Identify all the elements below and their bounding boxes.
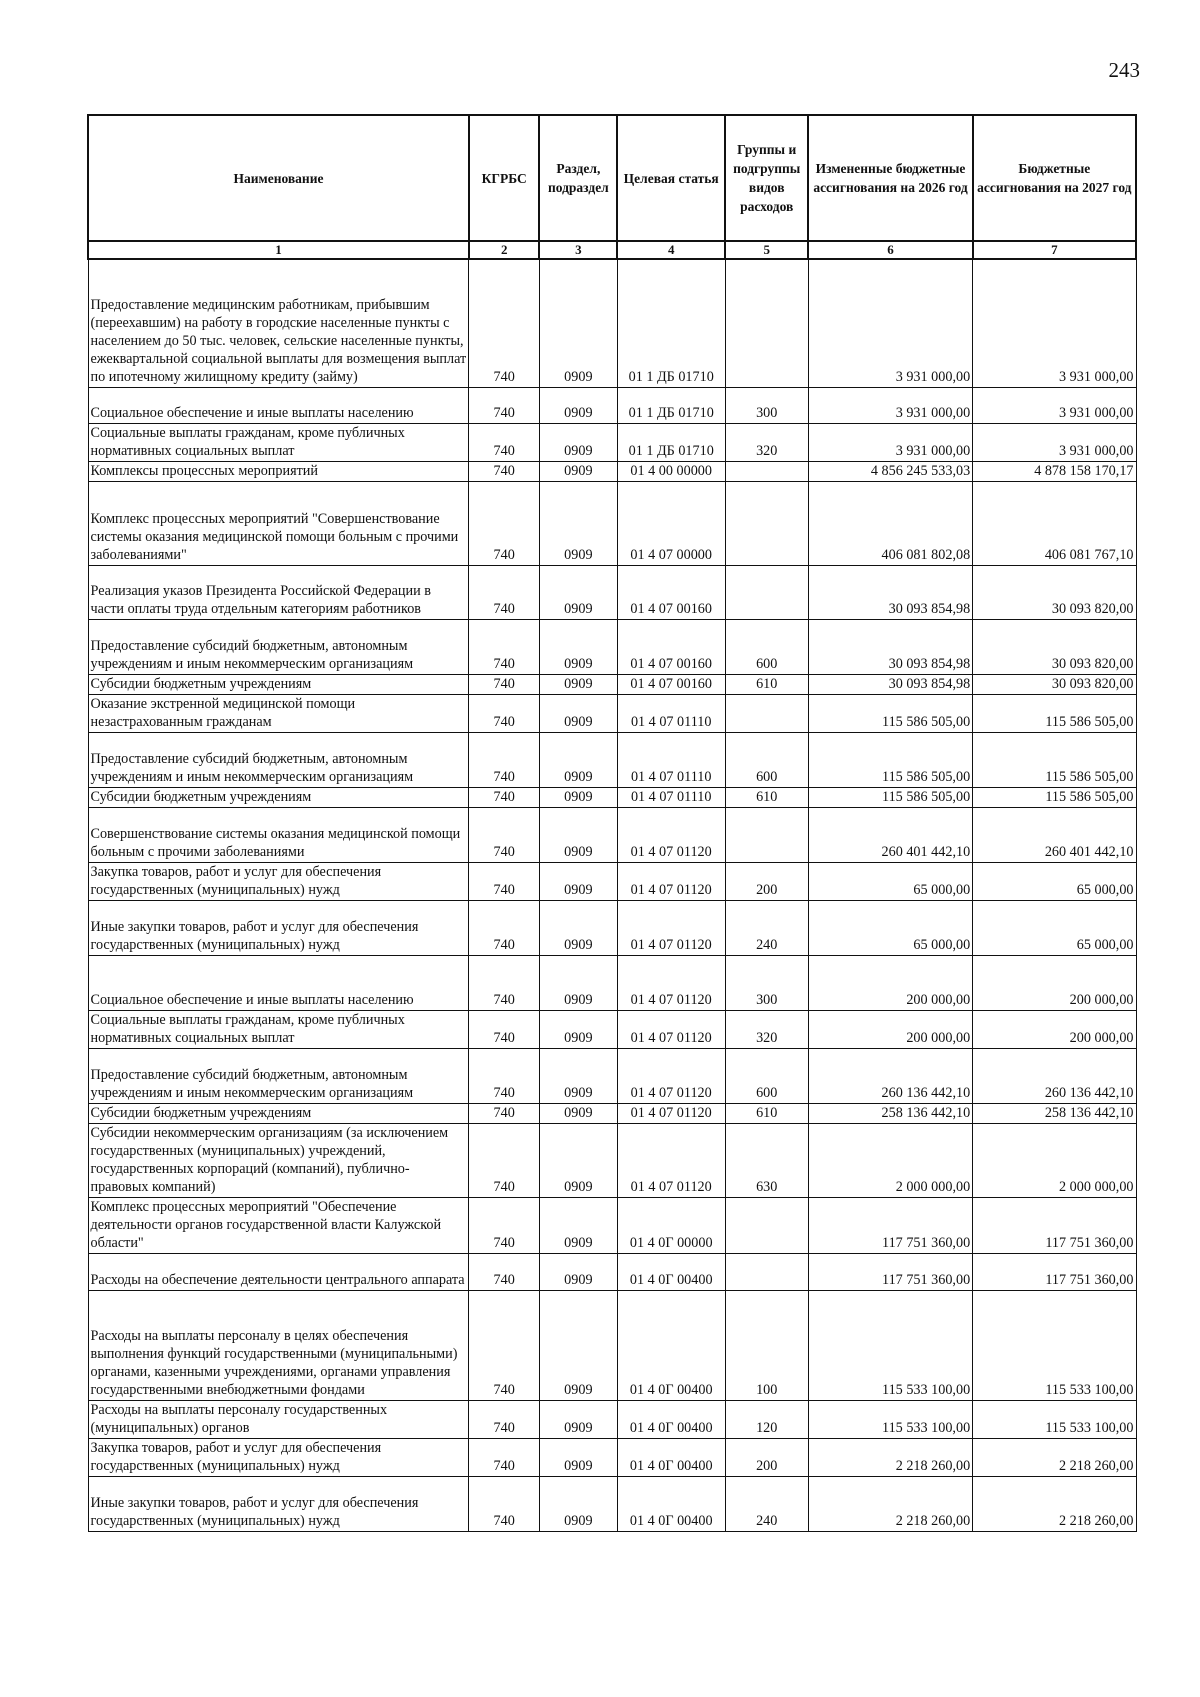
row-target-article: 01 4 00 00000 [617,461,725,481]
row-section: 0909 [539,1197,617,1253]
row-name: Реализация указов Президента Российской Федерации в части оплаты труда отдельным категориям работников [88,565,469,619]
table-row [88,1253,1136,1290]
row-name: Социальное обеспечение и иные выплаты населению [88,955,469,1010]
row-amount-2027: 115 586 505,00 [973,694,1136,732]
row-amount-2027: 3 931 000,00 [973,387,1136,423]
row-amount-2027: 2 000 000,00 [973,1123,1136,1197]
row-kgrbs: 740 [469,259,539,387]
row-section: 0909 [539,1010,617,1048]
table-row [88,900,1136,955]
row-name: Иные закупки товаров, работ и услуг для обеспечения государственных (муниципальных) нужд [88,900,469,955]
column-number: 1 [88,241,469,259]
row-target-article: 01 4 07 01120 [617,1010,725,1048]
row-section: 0909 [539,1253,617,1290]
table-row [88,1123,1136,1197]
row-target-article: 01 1 ДБ 01710 [617,387,725,423]
row-name: Предоставление субсидий бюджетным, автономным учреждениям и иным некоммерческим организациям [88,619,469,674]
row-section: 0909 [539,787,617,807]
row-target-article: 01 4 0Г 00000 [617,1197,725,1253]
row-section: 0909 [539,1476,617,1531]
row-expense-group [725,1197,808,1253]
row-name: Предоставление субсидий бюджетным, автономным учреждениям и иным некоммерческим организациям [88,1048,469,1103]
row-amount-2026: 30 093 854,98 [808,565,972,619]
row-target-article: 01 1 ДБ 01710 [617,423,725,461]
row-section: 0909 [539,1290,617,1400]
row-section: 0909 [539,423,617,461]
table-row [88,387,1136,423]
row-expense-group: 610 [725,1103,808,1123]
table-row [88,1010,1136,1048]
row-expense-group: 600 [725,732,808,787]
row-section: 0909 [539,1438,617,1476]
row-expense-group [725,807,808,862]
row-kgrbs: 740 [469,787,539,807]
table-row [88,694,1136,732]
row-target-article: 01 4 07 01120 [617,807,725,862]
row-amount-2026: 200 000,00 [808,955,972,1010]
budget-table [87,114,1137,1532]
row-section: 0909 [539,732,617,787]
table-row [88,674,1136,694]
row-expense-group: 300 [725,955,808,1010]
row-target-article: 01 4 07 00160 [617,674,725,694]
column-number: 6 [808,241,972,259]
row-name: Расходы на выплаты персоналу в целях обеспечения выполнения функций государственными (муниципальными) органами, казенными учреждениями, органами управления государственными внебюджетными фондами [88,1290,469,1400]
row-amount-2026: 2 000 000,00 [808,1123,972,1197]
row-section: 0909 [539,619,617,674]
row-name: Комплексы процессных мероприятий [88,461,469,481]
row-name: Субсидии некоммерческим организациям (за исключением государственных (муниципальных) учреждений, государственных корпораций (компаний), публично-правовых компаний) [88,1123,469,1197]
row-name: Совершенствование системы оказания медицинской помощи больным с прочими заболеваниями [88,807,469,862]
row-amount-2027: 3 931 000,00 [973,423,1136,461]
row-section: 0909 [539,674,617,694]
row-amount-2027: 30 093 820,00 [973,565,1136,619]
row-amount-2026: 65 000,00 [808,900,972,955]
row-amount-2026: 406 081 802,08 [808,481,972,565]
header-article: Целевая статья [617,115,725,241]
row-target-article: 01 4 07 01120 [617,1123,725,1197]
table-row [88,259,1136,387]
row-amount-2027: 115 586 505,00 [973,787,1136,807]
table-row [88,619,1136,674]
table-row [88,1103,1136,1123]
table-row [88,1400,1136,1438]
row-target-article: 01 4 07 01120 [617,862,725,900]
row-target-article: 01 4 07 01110 [617,694,725,732]
row-expense-group: 320 [725,1010,808,1048]
column-number: 3 [539,241,617,259]
row-expense-group [725,1253,808,1290]
row-kgrbs: 740 [469,1438,539,1476]
row-section: 0909 [539,955,617,1010]
row-amount-2026: 30 093 854,98 [808,619,972,674]
row-kgrbs: 740 [469,955,539,1010]
row-amount-2027: 260 401 442,10 [973,807,1136,862]
row-kgrbs: 740 [469,481,539,565]
row-amount-2026: 260 136 442,10 [808,1048,972,1103]
row-amount-2027: 406 081 767,10 [973,481,1136,565]
row-name: Предоставление медицинским работникам, прибывшим (переехавшим) на работу в городские населенные пункты с населением до 50 тыс. человек, сельские населенные пункты, ежеквартальной социальной выплаты для возмещения выплат по ипотечному жилищному кредиту (займу) [88,259,469,387]
row-kgrbs: 740 [469,619,539,674]
row-kgrbs: 740 [469,1197,539,1253]
row-kgrbs: 740 [469,1103,539,1123]
row-amount-2026: 200 000,00 [808,1010,972,1048]
row-kgrbs: 740 [469,732,539,787]
row-target-article: 01 4 0Г 00400 [617,1400,725,1438]
row-kgrbs: 740 [469,1048,539,1103]
row-section: 0909 [539,259,617,387]
row-amount-2026: 3 931 000,00 [808,387,972,423]
row-kgrbs: 740 [469,1400,539,1438]
table-row [88,565,1136,619]
row-amount-2027: 2 218 260,00 [973,1476,1136,1531]
row-amount-2027: 4 878 158 170,17 [973,461,1136,481]
row-kgrbs: 740 [469,1010,539,1048]
row-section: 0909 [539,461,617,481]
row-amount-2027: 260 136 442,10 [973,1048,1136,1103]
row-target-article: 01 4 0Г 00400 [617,1438,725,1476]
row-amount-2026: 3 931 000,00 [808,423,972,461]
row-expense-group: 610 [725,787,808,807]
table-row [88,423,1136,461]
row-amount-2027: 65 000,00 [973,900,1136,955]
row-kgrbs: 740 [469,1123,539,1197]
row-section: 0909 [539,694,617,732]
row-section: 0909 [539,1400,617,1438]
row-expense-group: 600 [725,619,808,674]
row-amount-2027: 115 533 100,00 [973,1400,1136,1438]
row-expense-group: 320 [725,423,808,461]
row-amount-2027: 30 093 820,00 [973,619,1136,674]
row-expense-group: 300 [725,387,808,423]
row-name: Предоставление субсидий бюджетным, автономным учреждениям и иным некоммерческим организациям [88,732,469,787]
row-amount-2026: 258 136 442,10 [808,1103,972,1123]
row-expense-group [725,694,808,732]
row-target-article: 01 4 07 00000 [617,481,725,565]
row-kgrbs: 740 [469,1253,539,1290]
row-amount-2026: 117 751 360,00 [808,1197,972,1253]
row-section: 0909 [539,807,617,862]
table-row [88,461,1136,481]
row-amount-2026: 260 401 442,10 [808,807,972,862]
row-kgrbs: 740 [469,565,539,619]
row-name: Закупка товаров, работ и услуг для обеспечения государственных (муниципальных) нужд [88,862,469,900]
row-kgrbs: 740 [469,461,539,481]
page-number: 243 [1108,58,1140,82]
row-amount-2027: 200 000,00 [973,955,1136,1010]
row-section: 0909 [539,1048,617,1103]
table-header [88,115,1136,259]
row-name: Социальное обеспечение и иные выплаты населению [88,387,469,423]
row-target-article: 01 4 0Г 00400 [617,1253,725,1290]
row-amount-2027: 115 586 505,00 [973,732,1136,787]
row-section: 0909 [539,387,617,423]
row-section: 0909 [539,481,617,565]
row-name: Комплекс процессных мероприятий "Совершенствование системы оказания медицинской помощи больным с прочими заболеваниями" [88,481,469,565]
row-name: Комплекс процессных мероприятий "Обеспечение деятельности органов государственной власти Калужской области" [88,1197,469,1253]
row-amount-2026: 115 586 505,00 [808,694,972,732]
table-row [88,955,1136,1010]
table-row [88,1476,1136,1531]
header-expense-group: Группы и подгруппы видов расходов [725,115,808,241]
row-amount-2027: 117 751 360,00 [973,1253,1136,1290]
row-expense-group [725,481,808,565]
row-expense-group: 610 [725,674,808,694]
row-amount-2027: 2 218 260,00 [973,1438,1136,1476]
row-target-article: 01 4 07 00160 [617,619,725,674]
column-number: 5 [725,241,808,259]
row-expense-group: 240 [725,900,808,955]
row-amount-2026: 115 533 100,00 [808,1400,972,1438]
row-expense-group: 200 [725,1438,808,1476]
column-number: 7 [973,241,1136,259]
row-target-article: 01 4 07 01110 [617,787,725,807]
row-target-article: 01 4 07 01120 [617,900,725,955]
row-name: Субсидии бюджетным учреждениям [88,787,469,807]
row-amount-2026: 115 533 100,00 [808,1290,972,1400]
row-amount-2026: 2 218 260,00 [808,1476,972,1531]
table-row [88,862,1136,900]
row-amount-2026: 117 751 360,00 [808,1253,972,1290]
row-name: Субсидии бюджетным учреждениям [88,674,469,694]
header-amount-2027: Бюджетные ассигнования на 2027 год [973,115,1136,241]
row-kgrbs: 740 [469,694,539,732]
row-target-article: 01 4 07 01120 [617,1103,725,1123]
row-section: 0909 [539,862,617,900]
row-amount-2026: 115 586 505,00 [808,732,972,787]
row-section: 0909 [539,1123,617,1197]
column-number-row [88,241,1136,259]
row-amount-2027: 65 000,00 [973,862,1136,900]
row-amount-2027: 3 931 000,00 [973,259,1136,387]
header-amount-2026: Измененные бюджетные ассигнования на 2026 год [808,115,972,241]
row-target-article: 01 4 0Г 00400 [617,1476,725,1531]
header-name: Наименование [88,115,469,241]
row-expense-group: 600 [725,1048,808,1103]
row-amount-2026: 65 000,00 [808,862,972,900]
row-expense-group: 120 [725,1400,808,1438]
row-name: Расходы на обеспечение деятельности центрального аппарата [88,1253,469,1290]
row-section: 0909 [539,565,617,619]
row-amount-2027: 117 751 360,00 [973,1197,1136,1253]
row-kgrbs: 740 [469,900,539,955]
row-name: Иные закупки товаров, работ и услуг для обеспечения государственных (муниципальных) нужд [88,1476,469,1531]
column-number: 2 [469,241,539,259]
row-expense-group: 100 [725,1290,808,1400]
row-section: 0909 [539,1103,617,1123]
row-kgrbs: 740 [469,862,539,900]
row-amount-2026: 115 586 505,00 [808,787,972,807]
table-row [88,1048,1136,1103]
row-target-article: 01 1 ДБ 01710 [617,259,725,387]
header-kgrbs: КГРБС [469,115,539,241]
column-number: 4 [617,241,725,259]
row-name: Социальные выплаты гражданам, кроме публичных нормативных социальных выплат [88,1010,469,1048]
row-kgrbs: 740 [469,807,539,862]
row-expense-group: 630 [725,1123,808,1197]
table-row [88,732,1136,787]
row-target-article: 01 4 07 00160 [617,565,725,619]
row-section: 0909 [539,900,617,955]
row-amount-2027: 258 136 442,10 [973,1103,1136,1123]
row-kgrbs: 740 [469,674,539,694]
row-amount-2026: 30 093 854,98 [808,674,972,694]
row-target-article: 01 4 07 01120 [617,1048,725,1103]
row-expense-group [725,259,808,387]
row-amount-2026: 2 218 260,00 [808,1438,972,1476]
row-name: Закупка товаров, работ и услуг для обеспечения государственных (муниципальных) нужд [88,1438,469,1476]
row-name: Социальные выплаты гражданам, кроме публичных нормативных социальных выплат [88,423,469,461]
header-section: Раздел, подраздел [539,115,617,241]
row-expense-group: 200 [725,862,808,900]
row-amount-2027: 115 533 100,00 [973,1290,1136,1400]
table-row [88,1290,1136,1400]
table-row [88,1438,1136,1476]
row-kgrbs: 740 [469,1476,539,1531]
table-row [88,1197,1136,1253]
row-kgrbs: 740 [469,1290,539,1400]
row-name: Расходы на выплаты персоналу государственных (муниципальных) органов [88,1400,469,1438]
table-body [88,259,1136,1531]
row-target-article: 01 4 07 01110 [617,732,725,787]
row-amount-2026: 4 856 245 533,03 [808,461,972,481]
table-row [88,481,1136,565]
row-expense-group [725,461,808,481]
row-name: Оказание экстренной медицинской помощи незастрахованным гражданам [88,694,469,732]
row-amount-2026: 3 931 000,00 [808,259,972,387]
table-row [88,807,1136,862]
row-kgrbs: 740 [469,387,539,423]
header-row [88,115,1136,241]
row-amount-2027: 30 093 820,00 [973,674,1136,694]
row-expense-group [725,565,808,619]
row-expense-group: 240 [725,1476,808,1531]
row-kgrbs: 740 [469,423,539,461]
row-target-article: 01 4 07 01120 [617,955,725,1010]
row-target-article: 01 4 0Г 00400 [617,1290,725,1400]
row-name: Субсидии бюджетным учреждениям [88,1103,469,1123]
row-amount-2027: 200 000,00 [973,1010,1136,1048]
table-row [88,787,1136,807]
